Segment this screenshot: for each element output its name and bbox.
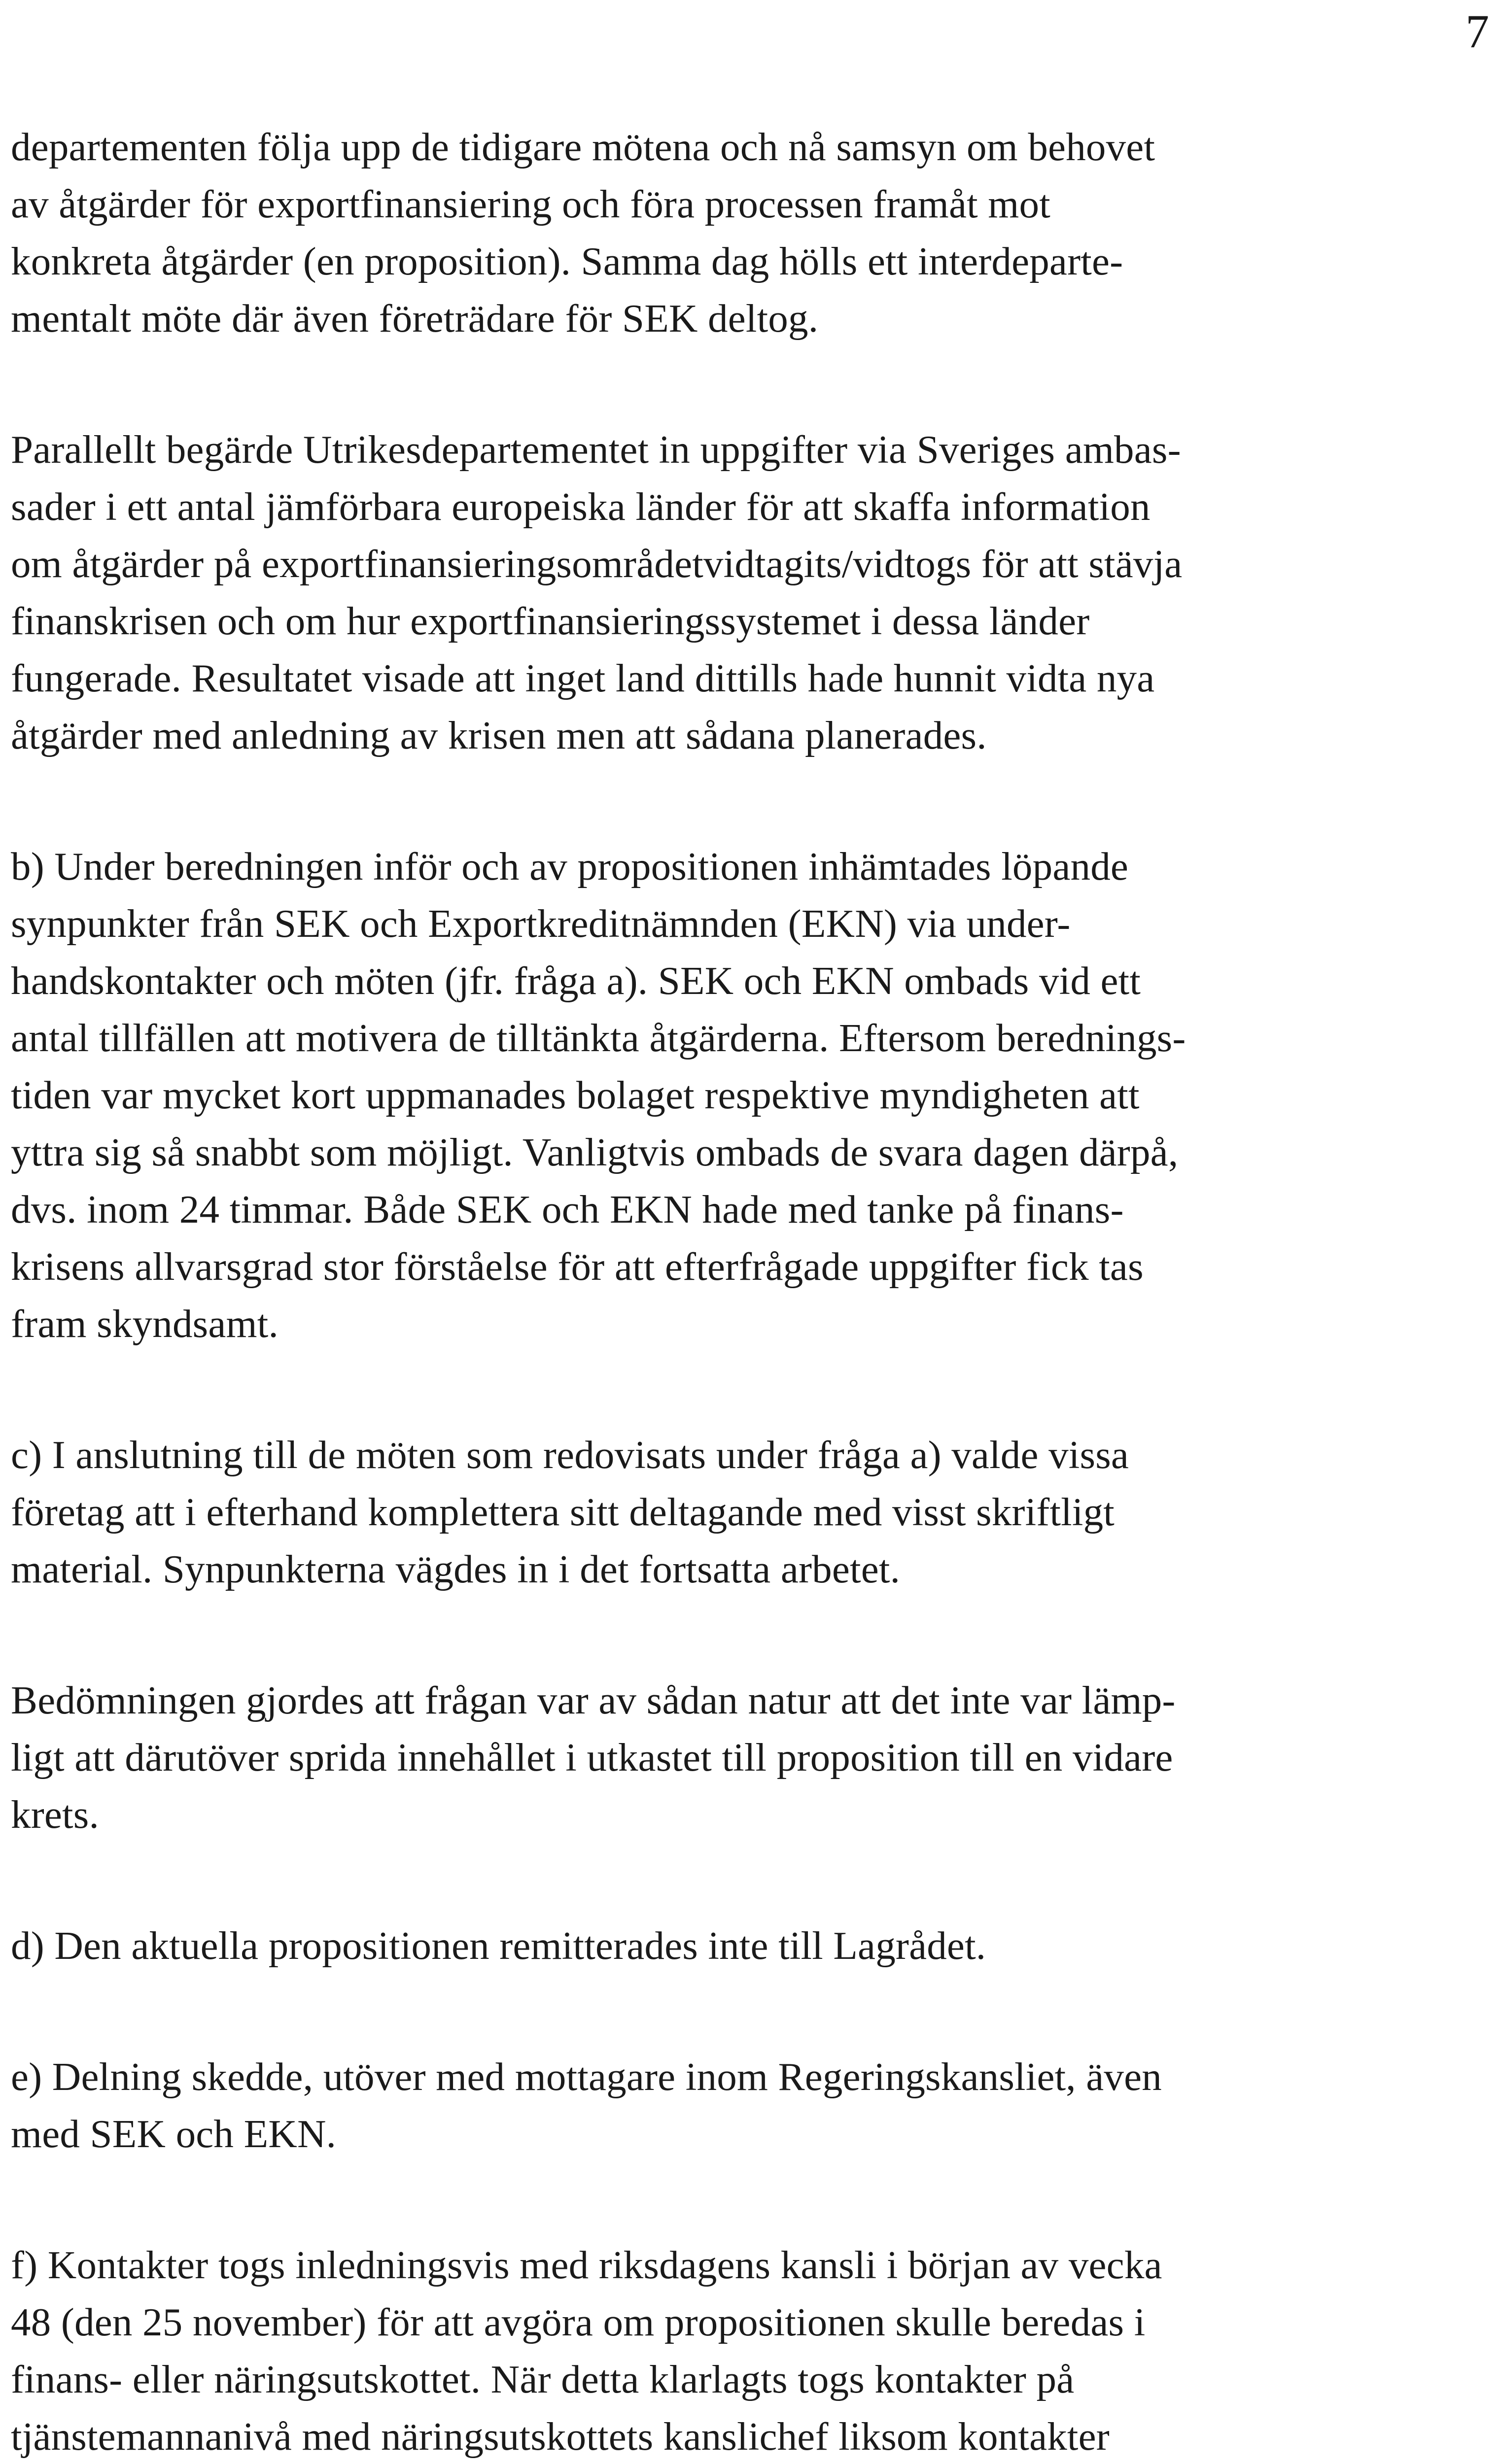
text-line: tjänstemannanivå med näringsutskottets kanslichef liksom kontakter <box>11 2414 1110 2459</box>
text-line: antal tillfällen att motivera de tilltänkta åtgärderna. Eftersom berednings- <box>11 1016 1186 1060</box>
text-line: f) Kontakter togs inledningsvis med riksdagens kansli i början av vecka <box>11 2243 1162 2287</box>
text-line: fungerade. Resultatet visade att inget land dittills hade hunnit vidta nya <box>11 656 1155 700</box>
text-line: b) Under beredningen inför och av propositionen inhämtades löpande <box>11 844 1129 889</box>
text-line: fram skyndsamt. <box>11 1301 279 1346</box>
paragraph <box>11 1672 1455 1843</box>
text-line: finans- eller näringsutskottet. När detta klarlagts togs kontakter på <box>11 2357 1075 2401</box>
text-line: mentalt möte där även företrädare för SEK deltog. <box>11 296 819 341</box>
document-body <box>11 118 1455 2464</box>
text-line: med SEK och EKN. <box>11 2112 337 2156</box>
paragraph <box>11 421 1455 764</box>
text-line: material. Synpunkterna vägdes in i det fortsatta arbetet. <box>11 1547 901 1591</box>
paragraph <box>11 2236 1455 2464</box>
text-line: finanskrisen och om hur exportfinansieringssystemet i dessa länder <box>11 599 1090 643</box>
text-line: sader i ett antal jämförbara europeiska länder för att skaffa information <box>11 484 1151 529</box>
text-line: d) Den aktuella propositionen remitterades inte till Lagrådet. <box>11 1923 986 1968</box>
paragraph <box>11 1426 1455 1598</box>
text-line: Parallellt begärde Utrikesdepartementet in uppgifter via Sveriges ambas- <box>11 427 1181 472</box>
text-line: yttra sig så snabbt som möjligt. Vanligtvis ombads de svara dagen därpå, <box>11 1130 1179 1174</box>
text-line: krets. <box>11 1792 99 1837</box>
text-line: Bedömningen gjordes att frågan var av sådan natur att det inte var lämp- <box>11 1678 1176 1722</box>
text-line: krisens allvarsgrad stor förståelse för att efterfrågade uppgifter fick tas <box>11 1244 1144 1289</box>
text-line: e) Delning skedde, utöver med mottagare inom Regeringskansliet, även <box>11 2054 1162 2099</box>
paragraph <box>11 1917 1455 1974</box>
text-line: dvs. inom 24 timmar. Både SEK och EKN hade med tanke på finans- <box>11 1187 1124 1232</box>
text-line: av åtgärder för exportfinansiering och föra processen framåt mot <box>11 182 1050 226</box>
text-line: ligt att därutöver sprida innehållet i utkastet till proposition till en vidare <box>11 1735 1173 1780</box>
text-line: handskontakter och möten (jfr. fråga a). SEK och EKN ombads vid ett <box>11 958 1141 1003</box>
text-line: synpunkter från SEK och Exportkreditnämnden (EKN) via under- <box>11 901 1071 946</box>
paragraph <box>11 838 1455 1352</box>
text-line: tiden var mycket kort uppmanades bolaget respektive myndigheten att <box>11 1073 1140 1117</box>
text-line: departementen följa upp de tidigare mötena och nå samsyn om behovet <box>11 125 1155 169</box>
text-line: åtgärder med anledning av krisen men att sådana planerades. <box>11 713 987 757</box>
text-line: konkreta åtgärder (en proposition). Samma dag hölls ett interdeparte- <box>11 239 1123 283</box>
text-line: företag att i efterhand komplettera sitt deltagande med visst skriftligt <box>11 1490 1115 1534</box>
paragraph <box>11 2048 1455 2162</box>
text-line: c) I anslutning till de möten som redovisats under fråga a) valde vissa <box>11 1433 1129 1477</box>
text-line: om åtgärder på exportfinansieringsområdetvidtagits/vidtogs för att stävja <box>11 542 1183 586</box>
page-number: 7 <box>1465 5 1489 58</box>
text-line: 48 (den 25 november) för att avgöra om propositionen skulle beredas i <box>11 2300 1146 2344</box>
paragraph <box>11 118 1455 347</box>
